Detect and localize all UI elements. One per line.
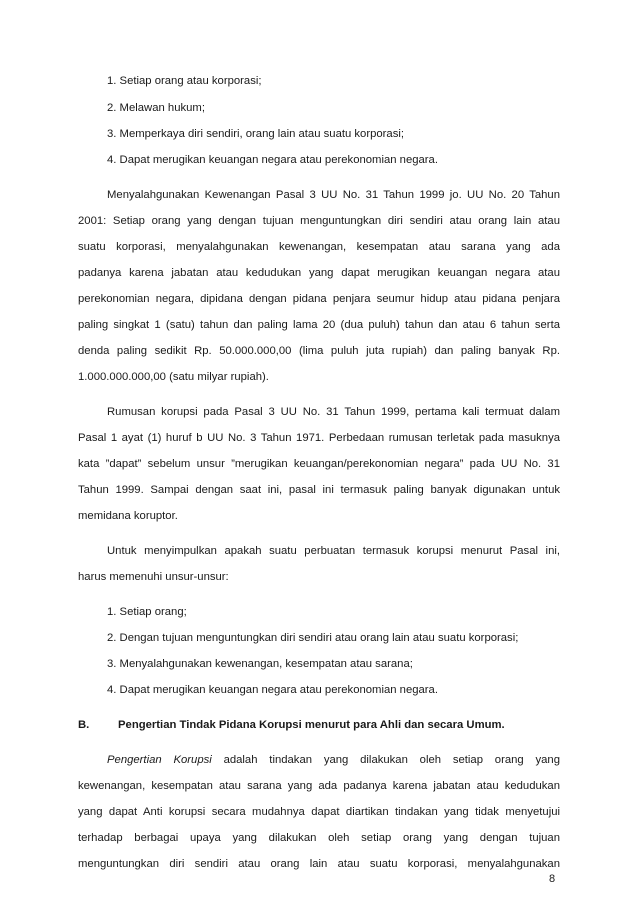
paragraph-line: denda paling sedikit Rp. 50.000.000,00 (lima puluh juta rupiah) dan paling banyak Rp.: [78, 345, 560, 357]
list-item: 2. Dengan tujuan menguntungkan diri sendiri atau orang lain atau suatu korporasi;: [107, 632, 519, 644]
list-item: 3. Menyalahgunakan kewenangan, kesempatan atau sarana;: [107, 658, 413, 670]
list-item: 4. Dapat merugikan keuangan negara atau perekonomian negara.: [107, 684, 438, 696]
paragraph-line: Tahun 1999. Sampai dengan saat ini, pasal ini termasuk paling banyak digunakan untuk: [78, 484, 560, 496]
paragraph-text: adalah tindakan yang dilakukan oleh setiap orang yang: [223, 754, 560, 766]
list-item: 1. Setiap orang atau korporasi;: [107, 75, 262, 87]
paragraph-line: kewenangan, kesempatan atau sarana yang ada padanya karena jabatan atau kedudukan: [78, 780, 560, 792]
paragraph-line: 1.000.000.000,00 (satu milyar rupiah).: [78, 371, 269, 383]
section-title: Pengertian Tindak Pidana Korupsi menurut para Ahli dan secara Umum.: [118, 719, 505, 731]
paragraph-line: [107, 753, 560, 767]
section-letter: B.: [78, 719, 90, 731]
paragraph-line: terhadap berbagai upaya yang dilakukan oleh setiap orang yang dengan tujuan: [78, 832, 560, 844]
page-number: 8: [549, 873, 556, 885]
paragraph-line: Menyalahgunakan Kewenangan Pasal 3 UU No. 31 Tahun 1999 jo. UU No. 20 Tahun: [107, 189, 560, 201]
list-item: 4. Dapat merugikan keuangan negara atau perekonomian negara.: [107, 154, 438, 166]
paragraph-line: 2001: Setiap orang yang dengan tujuan menguntungkan diri sendiri atau orang lain atau: [78, 215, 560, 227]
paragraph-line: menguntungkan diri sendiri atau orang lain atau suatu korporasi, menyalahgunakan: [78, 858, 560, 870]
paragraph-line: Pasal 1 ayat (1) huruf b UU No. 3 Tahun 1971. Perbedaan rumusan terletak pada masuknya: [78, 432, 560, 444]
paragraph-line: suatu korporasi, menyalahgunakan kewenangan, kesempatan atau sarana yang ada: [78, 241, 560, 253]
list-item: 3. Memperkaya diri sendiri, orang lain atau suatu korporasi;: [107, 128, 405, 140]
paragraph-line: padanya karena jabatan atau kedudukan yang dapat merugikan keuangan negara atau: [78, 267, 560, 279]
paragraph-line: harus memenuhi unsur-unsur:: [78, 571, 229, 583]
paragraph-line: kata ”dapat” sebelum unsur ”merugikan keuangan/perekonomian negara” pada UU No. 31: [78, 458, 560, 470]
paragraph-line: Rumusan korupsi pada Pasal 3 UU No. 31 Tahun 1999, pertama kali termuat dalam: [107, 406, 560, 418]
paragraph-line: perekonomian negara, dipidana dengan pidana penjara seumur hidup atau pidana penjara: [78, 293, 560, 305]
list-item: 1. Setiap orang;: [107, 606, 187, 618]
list-item: 2. Melawan hukum;: [107, 102, 205, 114]
paragraph-line: paling singkat 1 (satu) tahun dan paling lama 20 (dua puluh) tahun dan atau 6 tahun serta: [78, 319, 560, 331]
paragraph-line: Untuk menyimpulkan apakah suatu perbuatan termasuk korupsi menurut Pasal ini,: [107, 545, 560, 557]
paragraph-line: memidana koruptor.: [78, 510, 178, 522]
italic-term: Pengertian Korupsi: [107, 754, 212, 766]
paragraph-line: yang dapat Anti korupsi secara mudahnya dapat diartikan tindakan yang tidak menyetujui: [78, 806, 560, 818]
